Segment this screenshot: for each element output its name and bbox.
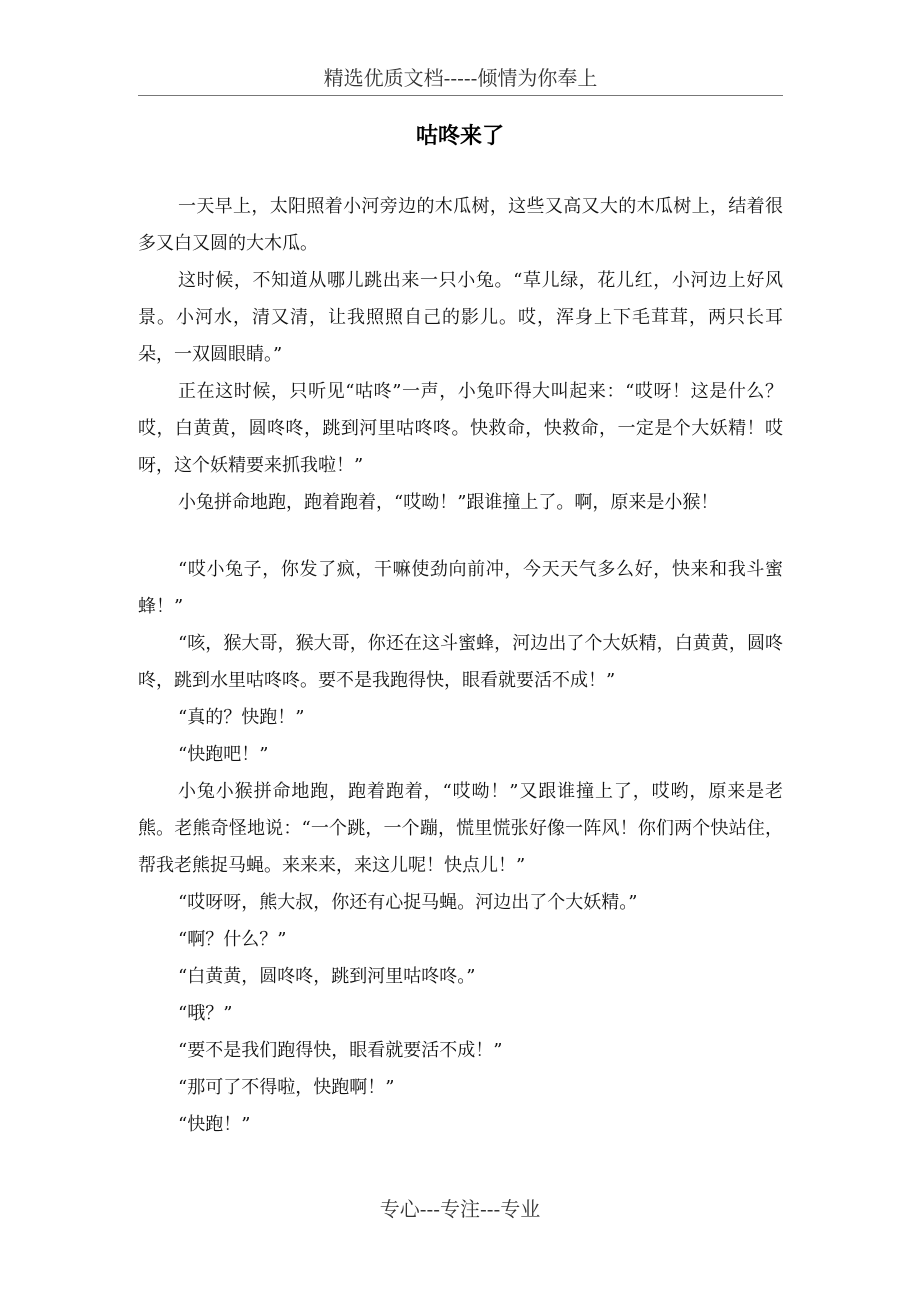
- paragraph: 小兔小猴拼命地跑，跑着跑着，“哎呦！”又跟谁撞上了，哎哟，原来是老熊。老熊奇怪地说：“一个跳，一个蹦，慌里慌张好像一阵风！你们两个快站住，帮我老熊捉马蝇。来来来，来这儿呢！快点儿！”: [138, 781, 783, 876]
- paragraph: 正在这时候，只听见“咕咚”一声，小兔吓得大叫起来：“哎呀！这是什么？哎，白黄黄，圆咚咚，跳到河里咕咚咚。快救命，快救命，一定是个大妖精！哎呀，这个妖精要来抓我啦！”: [138, 381, 783, 476]
- paragraph: “啊？什么？”: [178, 929, 287, 950]
- paragraph: “白黄黄，圆咚咚，跳到河里咕咚咚。”: [178, 966, 476, 987]
- page-footer: 专心---专注---专业: [379, 1197, 541, 1221]
- paragraph: “快跑吧！”: [178, 744, 269, 765]
- paragraph: “真的？快跑！”: [178, 707, 305, 728]
- paragraph: “哦？”: [178, 1003, 233, 1024]
- page-header: 精选优质文档-----倾情为你奉上: [138, 62, 783, 96]
- paragraph: 小兔拼命地跑，跑着跑着，“哎呦！”跟谁撞上了。啊，原来是小猴！: [178, 492, 719, 513]
- document-body: [138, 188, 783, 1143]
- paragraph: “哎呀呀，熊大叔，你还有心捉马蝇。河边出了个大妖精。”: [178, 892, 638, 913]
- paragraph: 一天早上，太阳照着小河旁边的木瓜树，这些又高又大的木瓜树上，结着很多又白又圆的大木瓜。: [138, 196, 783, 254]
- document-title: 咕咚来了: [415, 124, 504, 149]
- paragraph: 这时候，不知道从哪儿跳出来一只小兔。“草儿绿，花儿红，小河边上好风景。小河水，清又清，让我照照自己的影儿。哎，浑身上下毛茸茸，两只长耳朵，一双圆眼睛。”: [138, 270, 783, 365]
- paragraph: “快跑！”: [178, 1114, 251, 1135]
- paragraph: “哎小兔子，你发了疯，干嘛使劲向前冲，今天天气多么好，快来和我斗蜜蜂！”: [138, 559, 783, 617]
- paragraph: “要不是我们跑得快，眼看就要活不成！”: [178, 1040, 503, 1061]
- paragraph: “那可了不得啦，快跑啊！”: [178, 1077, 395, 1098]
- paragraph: “咳，猴大哥，猴大哥，你还在这斗蜜蜂，河边出了个大妖精，白黄黄，圆咚咚，跳到水里咕咚咚。要不是我跑得快，眼看就要活不成！”: [138, 633, 783, 691]
